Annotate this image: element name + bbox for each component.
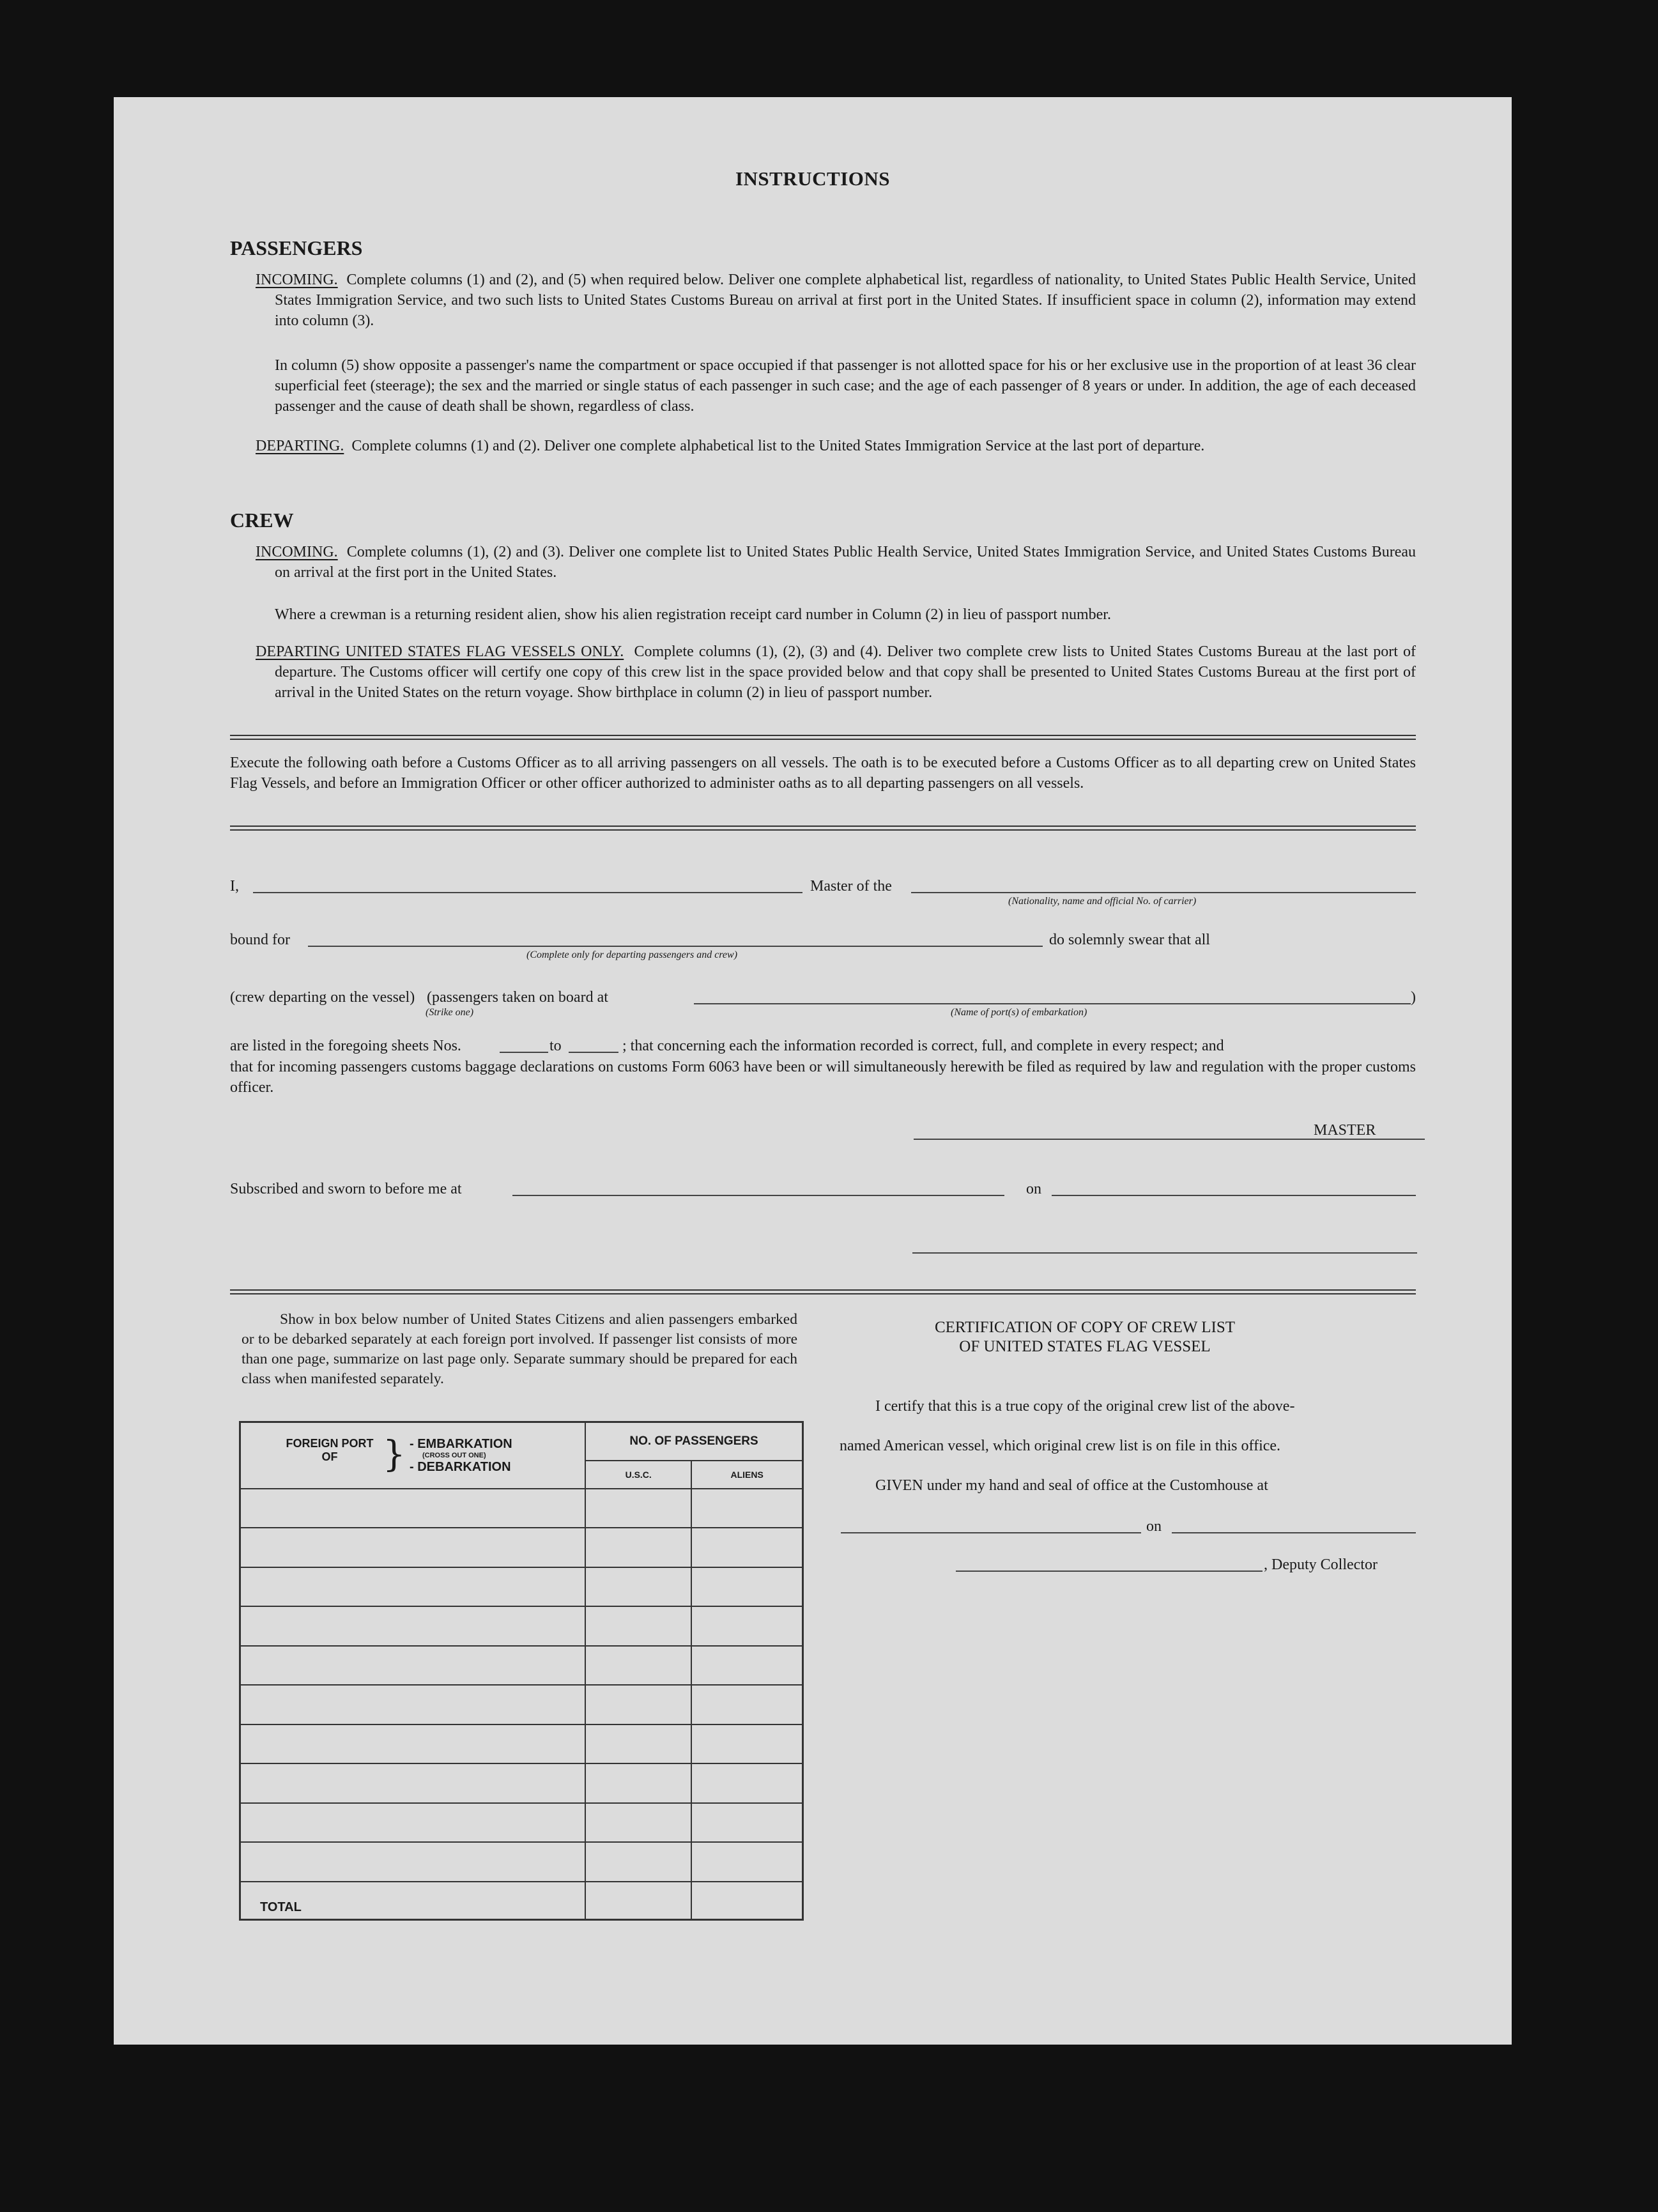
- aliens-cell[interactable]: [691, 1646, 802, 1686]
- page-title: INSTRUCTIONS: [735, 167, 890, 190]
- certification-line-3: GIVEN under my hand and seal of office at the Customhouse at: [875, 1477, 1268, 1494]
- subscribed-place-line[interactable]: [512, 1195, 1004, 1196]
- certification-on-label: on: [1146, 1518, 1162, 1535]
- passengers-departing: [256, 436, 1416, 456]
- crew-departing-label: DEPARTING UNITED STATES FLAG VESSELS ONLY.: [256, 643, 624, 660]
- bound-for-line[interactable]: [308, 946, 1043, 947]
- strike-one-note: (Strike one): [426, 1007, 474, 1018]
- cross-out-note: (CROSS OUT ONE): [422, 1452, 486, 1459]
- ports-line[interactable]: [694, 1003, 1411, 1004]
- port-cell[interactable]: [240, 1567, 586, 1607]
- oath-instruction: Execute the following oath before a Customs Officer as to all arriving passengers on all vessels. The oath is to be executed before a Customs Officer as to all departing crew on United States Flag Vessels, and before an Immigration Officer or other officer authorized to administer oaths as to all departing passengers on all vessels.: [230, 755, 1416, 792]
- subscribed-label: Subscribed and sworn to before me at: [230, 1181, 462, 1197]
- port-header-cell: [240, 1422, 586, 1489]
- foreign-port-label: FOREIGN PORT OF: [286, 1437, 374, 1463]
- total-label: TOTAL: [240, 1882, 586, 1920]
- total-usc-cell[interactable]: [585, 1882, 691, 1920]
- passengers-incoming-text: Complete columns (1) and (2), and (5) when required below. Deliver one complete alphabetical list, regardless of nationality, to United States Public Health Service, United States Immigration Service, and two such lists to United States Customs Bureau on arrival at first port in the United States. If insufficient space in column (2), information may extend into column (3).: [275, 272, 1416, 329]
- usc-header: U.S.C.: [585, 1461, 691, 1489]
- total-aliens-cell[interactable]: [691, 1882, 802, 1920]
- summary-instruction: Show in box below number of United States Citizens and alien passengers embarked or to be debarked separately at each foreign port involved. If passenger list consists of more than one page, summarize on last page only. Separate summary should be prepared for each class when manifested separately.: [242, 1311, 797, 1387]
- solemnly-swear-label: do solemnly swear that all: [1049, 932, 1210, 948]
- debarkation-label: - DEBARKATION: [410, 1460, 511, 1474]
- passengers-heading: PASSENGERS: [230, 236, 363, 259]
- summary-row: [240, 1685, 803, 1724]
- summary-row: [240, 1567, 803, 1607]
- customhouse-line[interactable]: [841, 1532, 1141, 1533]
- passengers-incoming-label: INCOMING.: [256, 272, 338, 288]
- master-of-the-label: Master of the: [810, 878, 892, 895]
- port-cell[interactable]: [240, 1606, 586, 1646]
- no-of-passengers-header: NO. OF PASSENGERS: [585, 1422, 802, 1461]
- passengers-departing-label: DEPARTING.: [256, 438, 344, 454]
- summary-row: [240, 1803, 803, 1843]
- port-cell[interactable]: [240, 1528, 586, 1567]
- crew-incoming: [256, 542, 1416, 583]
- divider-1: [230, 735, 1416, 740]
- carrier-line[interactable]: [911, 892, 1416, 893]
- usc-cell[interactable]: [585, 1567, 691, 1607]
- crew-resident-alien: Where a crewman is a returning resident alien, show his alien registration receipt card number in Column (2) in lieu of passport number.: [275, 606, 1111, 623]
- embarkation-label: - EMBARKATION: [410, 1437, 512, 1451]
- summary-row: [240, 1724, 803, 1764]
- crew-departing-option[interactable]: (crew departing on the vessel): [230, 989, 415, 1006]
- crew-incoming-text: Complete columns (1), (2) and (3). Deliver one complete list to United States Public Health Service, United States Immigration Service, and United States Customs Bureau on arrival at the first port in the United States.: [275, 544, 1416, 581]
- total-row: [240, 1882, 803, 1920]
- usc-cell[interactable]: [585, 1842, 691, 1882]
- ports-note: (Name of port(s) of embarkation): [951, 1007, 1087, 1018]
- aliens-cell[interactable]: [691, 1842, 802, 1882]
- usc-cell[interactable]: [585, 1803, 691, 1843]
- crew-incoming-label: INCOMING.: [256, 544, 338, 560]
- subscribed-on-label: on: [1026, 1181, 1041, 1197]
- summary-row: [240, 1646, 803, 1686]
- summary-row: [240, 1528, 803, 1567]
- brace-icon: }: [383, 1434, 406, 1475]
- summary-row: [240, 1606, 803, 1646]
- subscribed-date-line[interactable]: [1052, 1195, 1416, 1196]
- crew-heading: CREW: [230, 509, 294, 532]
- aliens-cell[interactable]: [691, 1803, 802, 1843]
- deputy-signature-line[interactable]: [956, 1571, 1263, 1572]
- port-cell[interactable]: [240, 1803, 586, 1843]
- port-cell[interactable]: [240, 1842, 586, 1882]
- aliens-cell[interactable]: [691, 1606, 802, 1646]
- nationality-note: (Nationality, name and official No. of carrier): [1008, 896, 1197, 907]
- usc-cell[interactable]: [585, 1489, 691, 1528]
- usc-cell[interactable]: [585, 1646, 691, 1686]
- summary-row: [240, 1842, 803, 1882]
- certification-heading-1: CERTIFICATION OF COPY OF CREW LIST: [934, 1319, 1236, 1336]
- aliens-cell[interactable]: [691, 1528, 802, 1567]
- passengers-departing-text: Complete columns (1) and (2). Deliver one complete alphabetical list to the United States Immigration Service at the last port of departure.: [351, 438, 1205, 454]
- sheet-from-line[interactable]: [500, 1052, 548, 1053]
- passenger-summary-table: [239, 1421, 804, 1921]
- port-cell[interactable]: [240, 1685, 586, 1724]
- usc-cell[interactable]: [585, 1685, 691, 1724]
- divider-3: [230, 1289, 1416, 1294]
- master-name-line[interactable]: [253, 892, 802, 893]
- port-cell[interactable]: [240, 1763, 586, 1803]
- bound-for-label: bound for: [230, 932, 290, 948]
- usc-cell[interactable]: [585, 1528, 691, 1567]
- usc-cell[interactable]: [585, 1763, 691, 1803]
- certification-date-line[interactable]: [1172, 1532, 1416, 1533]
- master-label: MASTER: [1314, 1122, 1376, 1139]
- listed-to: to: [549, 1038, 562, 1054]
- usc-cell[interactable]: [585, 1724, 691, 1764]
- listed-label-b: ; that concerning each the information recorded is correct, full, and complete in every respect; and: [622, 1038, 1224, 1054]
- passengers-incoming: [256, 270, 1416, 331]
- certification-heading-2: OF UNITED STATES FLAG VESSEL: [959, 1338, 1211, 1355]
- listed-label-a: are listed in the foregoing sheets Nos.: [230, 1038, 461, 1054]
- certification-line-2: named American vessel, which original crew list is on file in this office.: [840, 1438, 1281, 1454]
- complete-only-note: (Complete only for departing passengers and crew): [526, 949, 738, 960]
- listed-rest: that for incoming passengers customs baggage declarations on customs Form 6063 have been or will simultaneously herewith be filed as required by law and regulation with the proper customs officer.: [230, 1059, 1416, 1096]
- officer-signature-line[interactable]: [912, 1252, 1417, 1254]
- certification-line-1: I certify that this is a true copy of the original crew list of the above-: [875, 1398, 1295, 1415]
- aliens-cell[interactable]: [691, 1724, 802, 1764]
- aliens-header: ALIENS: [691, 1461, 802, 1489]
- summary-row: [240, 1763, 803, 1803]
- deputy-collector-label: , Deputy Collector: [1264, 1556, 1378, 1573]
- usc-cell[interactable]: [585, 1606, 691, 1646]
- aliens-cell[interactable]: [691, 1763, 802, 1803]
- close-paren: ): [1411, 989, 1416, 1006]
- sheet-to-line[interactable]: [569, 1052, 618, 1053]
- divider-2: [230, 826, 1416, 831]
- summary-row: [240, 1489, 803, 1528]
- aliens-cell[interactable]: [691, 1567, 802, 1607]
- port-cell[interactable]: [240, 1646, 586, 1686]
- oath-i-label: I,: [230, 878, 239, 895]
- passengers-taken-option[interactable]: (passengers taken on board at: [427, 989, 608, 1006]
- form-page: [114, 97, 1512, 2045]
- crew-departing-text: Complete columns (1), (2), (3) and (4). Deliver two complete crew lists to United States Customs Bureau at the last port of departure. The Customs officer will certify one copy of this crew list in the space provided below and that copy shall be presented to United States Customs Bureau at the first port of arrival in the United States on the return voyage. Show birthplace in column (2) in lieu of passport number.: [275, 643, 1416, 701]
- passengers-column5: In column (5) show opposite a passenger's name the compartment or space occupied if that passenger is not allotted space for his or her exclusive use in the proportion of at least 36 clear superficial feet (steerage); the sex and the married or single status of each passenger in such case; and the age of each passenger of 8 years or under. In addition, the age of each deceased passenger and the cause of death shall be shown, regardless of class.: [275, 357, 1416, 415]
- port-cell[interactable]: [240, 1724, 586, 1764]
- crew-departing: [256, 641, 1416, 703]
- aliens-cell[interactable]: [691, 1489, 802, 1528]
- port-cell[interactable]: [240, 1489, 586, 1528]
- aliens-cell[interactable]: [691, 1685, 802, 1724]
